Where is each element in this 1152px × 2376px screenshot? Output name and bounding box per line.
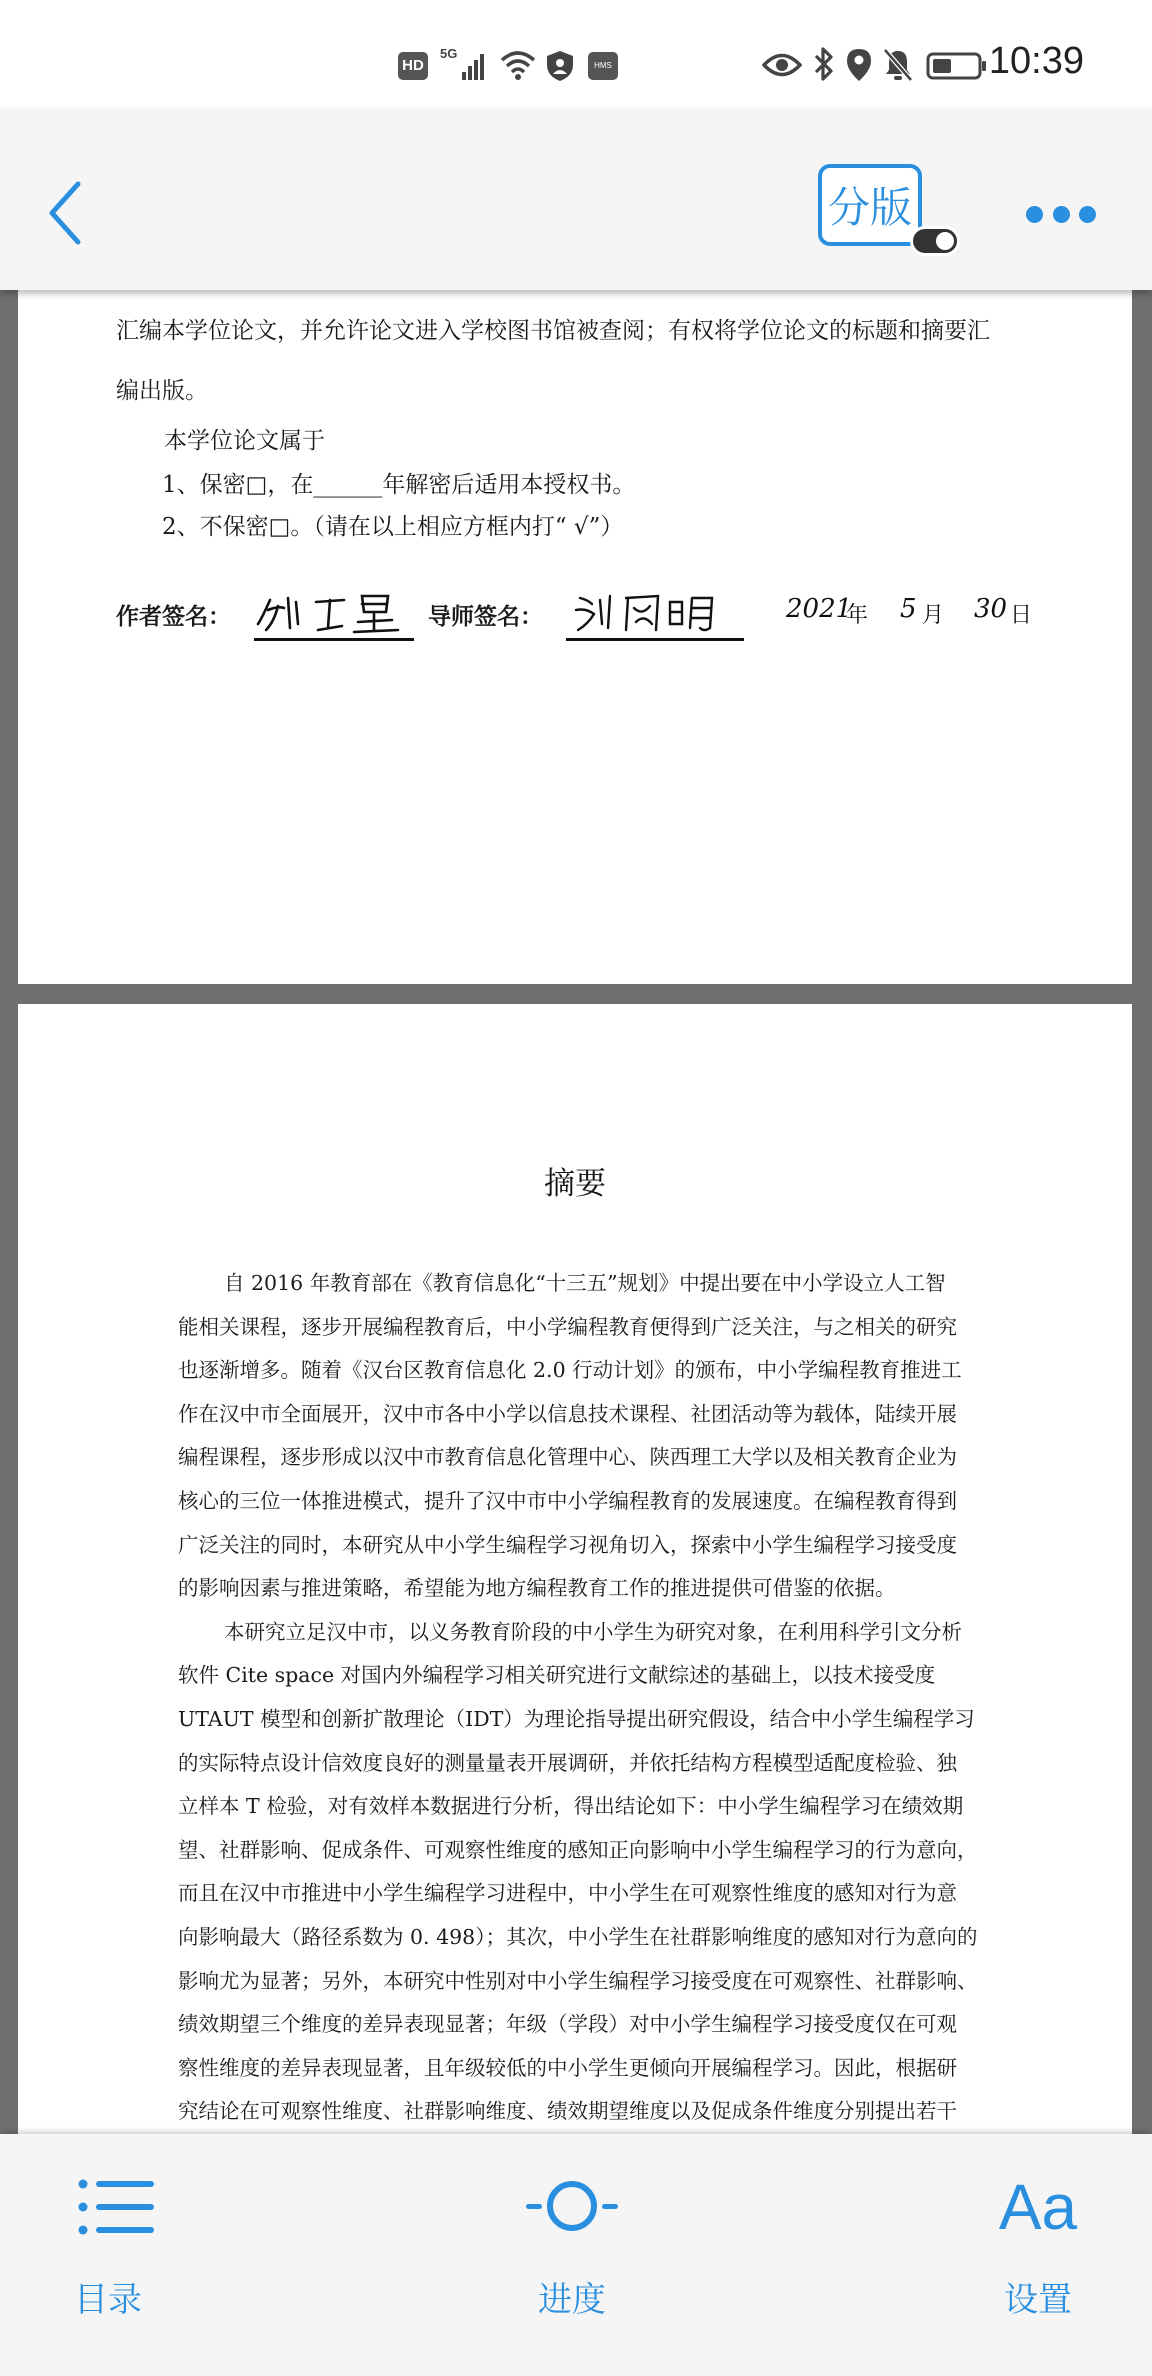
- abstract-line: 作在汉中市全面展开，汉中市各中小学以信息技术课程、社团活动等为载体，陆续开展: [178, 1401, 957, 1426]
- signal-label: 5G: [440, 46, 458, 61]
- abstract-line: 核心的三位一体推进模式，提升了汉中市中小学编程教育的发展速度。在编程教育得到: [178, 1489, 957, 1513]
- abstract-line: 察性维度的差异表现显著，且年级较低的中小学生更倾向开展编程学习。因此，根据研: [178, 2055, 957, 2080]
- vpn-shield-icon: [546, 50, 574, 82]
- abstract-line: 望、社群影响、促成条件、可观察性维度的感知正向影响中小学生编程学习的行为意向，: [178, 1837, 978, 1862]
- advisor-signature-label: 导师签名：: [428, 603, 543, 630]
- abstract-line: 的影响因素与推进策略，希望能为地方编程教育工作的推进提供可借鉴的依据。: [178, 1576, 896, 1601]
- signature-date-day: 30: [974, 594, 1008, 624]
- abstract-line: 立样本 T 检验，对有效样本数据进行分析，得出结论如下：中小学生编程学习在绩效期: [178, 1794, 964, 1819]
- date-month-unit: 月: [922, 603, 945, 628]
- layout-toggle-label: 分版: [827, 183, 912, 232]
- layout-label-box: [818, 164, 922, 246]
- back-button[interactable]: [42, 176, 92, 250]
- signature-row: [116, 588, 1056, 668]
- date-year-unit: 年: [846, 603, 869, 628]
- toc-label: 目录: [74, 2280, 142, 2320]
- chevron-left-icon: [42, 176, 92, 250]
- settings-button[interactable]: [938, 2154, 1138, 2344]
- hd-icon: [398, 52, 428, 80]
- font-icon-text: Aa: [998, 2171, 1078, 2243]
- text-line: 2、不保密□。（请在以上相应方框内打“ √”）: [162, 514, 624, 540]
- document-page-previous: [18, 250, 1132, 984]
- abstract-line: 也逐渐增多。随着《汉台区教育信息化 2.0 行动计划》的颁布，中小学编程教育推进工: [178, 1358, 962, 1383]
- advisor-signature-line: [566, 638, 744, 641]
- bluetooth-icon: [812, 46, 836, 82]
- location-icon: [846, 48, 872, 82]
- abstract-line: 向影响最大（路径系数为 0. 498）；其次，中小学生在社群影响维度的感知对行为意向的: [178, 1925, 978, 1949]
- battery-icon: [926, 52, 988, 80]
- abstract-line: 本研究立足汉中市，以义务教育阶段的中小学生为研究对象，在利用科学引文分析: [224, 1619, 962, 1644]
- signature-date-month: 5: [900, 594, 917, 624]
- date-day-unit: 日: [1010, 603, 1033, 628]
- toggle-switch-icon: [910, 226, 960, 256]
- abstract-line: 广泛关注的同时，本研究从中小学生编程学习视角切入，探索中小学生编程学习接受度: [178, 1532, 957, 1557]
- mute-bell-icon: [882, 48, 914, 82]
- settings-label: 设置: [1004, 2280, 1072, 2320]
- more-dot: [1079, 206, 1096, 223]
- text-line: 本学位论文属于: [164, 428, 325, 454]
- hms-label: HMS: [594, 61, 612, 70]
- eye-icon: [762, 52, 802, 78]
- wifi-icon: [500, 48, 536, 82]
- status-bar: [0, 0, 1152, 108]
- toc-list-icon: [8, 2172, 208, 2242]
- author-signature-label: 作者签名：: [116, 603, 231, 630]
- advisor-handwritten-signature: [566, 588, 744, 638]
- hms-icon: [588, 52, 618, 80]
- progress-label: 进度: [538, 2280, 606, 2320]
- 5g-signal-icon: [440, 46, 490, 82]
- signature-date-year: 2021: [786, 594, 853, 624]
- abstract-line: 编程课程，逐步形成以汉中市教育信息化管理中心、陕西理工大学以及相关教育企业为: [178, 1445, 957, 1470]
- table-of-contents-button[interactable]: [8, 2154, 208, 2344]
- clock: 10:39: [988, 40, 1084, 82]
- progress-slider-icon: [472, 2172, 672, 2242]
- more-button[interactable]: [1026, 204, 1096, 224]
- abstract-line: 自 2016 年教育部在《教育信息化“十三五”规划》中提出要在中小学设立人工智: [224, 1271, 946, 1295]
- text-line: 汇编本学位论文，并允许论文进入学校图书馆被查阅；有权将学位论文的标题和摘要汇: [116, 318, 990, 344]
- progress-button[interactable]: [472, 2154, 672, 2344]
- more-dots-icon: [1026, 206, 1043, 223]
- abstract-line: 软件 Cite space 对国内外编程学习相关研究进行文献综述的基础上，以技术接受度: [178, 1663, 936, 1688]
- hd-label: HD: [402, 57, 424, 74]
- abstract-line: UTAUT 模型和创新扩散理论（IDT）为理论指导提出研究假设，结合中小学生编程学习: [178, 1707, 975, 1731]
- font-settings-icon: [938, 2172, 1138, 2242]
- reader-bottom-bar: [0, 2134, 1152, 2376]
- abstract-line: 绩效期望三个维度的差异表现显著；年级（学段）对中小学生编程学习接受度仅在可观: [178, 2012, 957, 2037]
- abstract-line: 能相关课程，逐步开展编程教育后，中小学编程教育便得到广泛关注，与之相关的研究: [178, 1314, 957, 1339]
- page-layout-toggle[interactable]: [814, 164, 964, 264]
- abstract-title: 摘要: [544, 1166, 606, 1202]
- abstract-line: 而且在汉中市推进中小学生编程学习进程中，中小学生在可观察性维度的感知对行为意: [178, 1881, 957, 1906]
- author-handwritten-signature: [254, 588, 414, 638]
- abstract-line: 的实际特点设计信效度良好的测量量表开展调研，并依托结构方程模型适配度检验、独: [178, 1750, 957, 1775]
- reader-top-bar: [0, 108, 1152, 290]
- more-dot: [1053, 206, 1070, 223]
- author-signature-line: [254, 638, 414, 641]
- text-line: 1、保密□，在______年解密后适用本授权书。: [162, 472, 636, 498]
- text-line: 编出版。: [116, 378, 208, 404]
- abstract-line: 影响尤为显著；另外，本研究中性别对中小学生编程学习接受度在可观察性、社群影响、: [178, 1968, 978, 1993]
- abstract-line: 究结论在可观察性维度、社群影响维度、绩效期望维度以及促成条件维度分别提出若干: [178, 2099, 957, 2124]
